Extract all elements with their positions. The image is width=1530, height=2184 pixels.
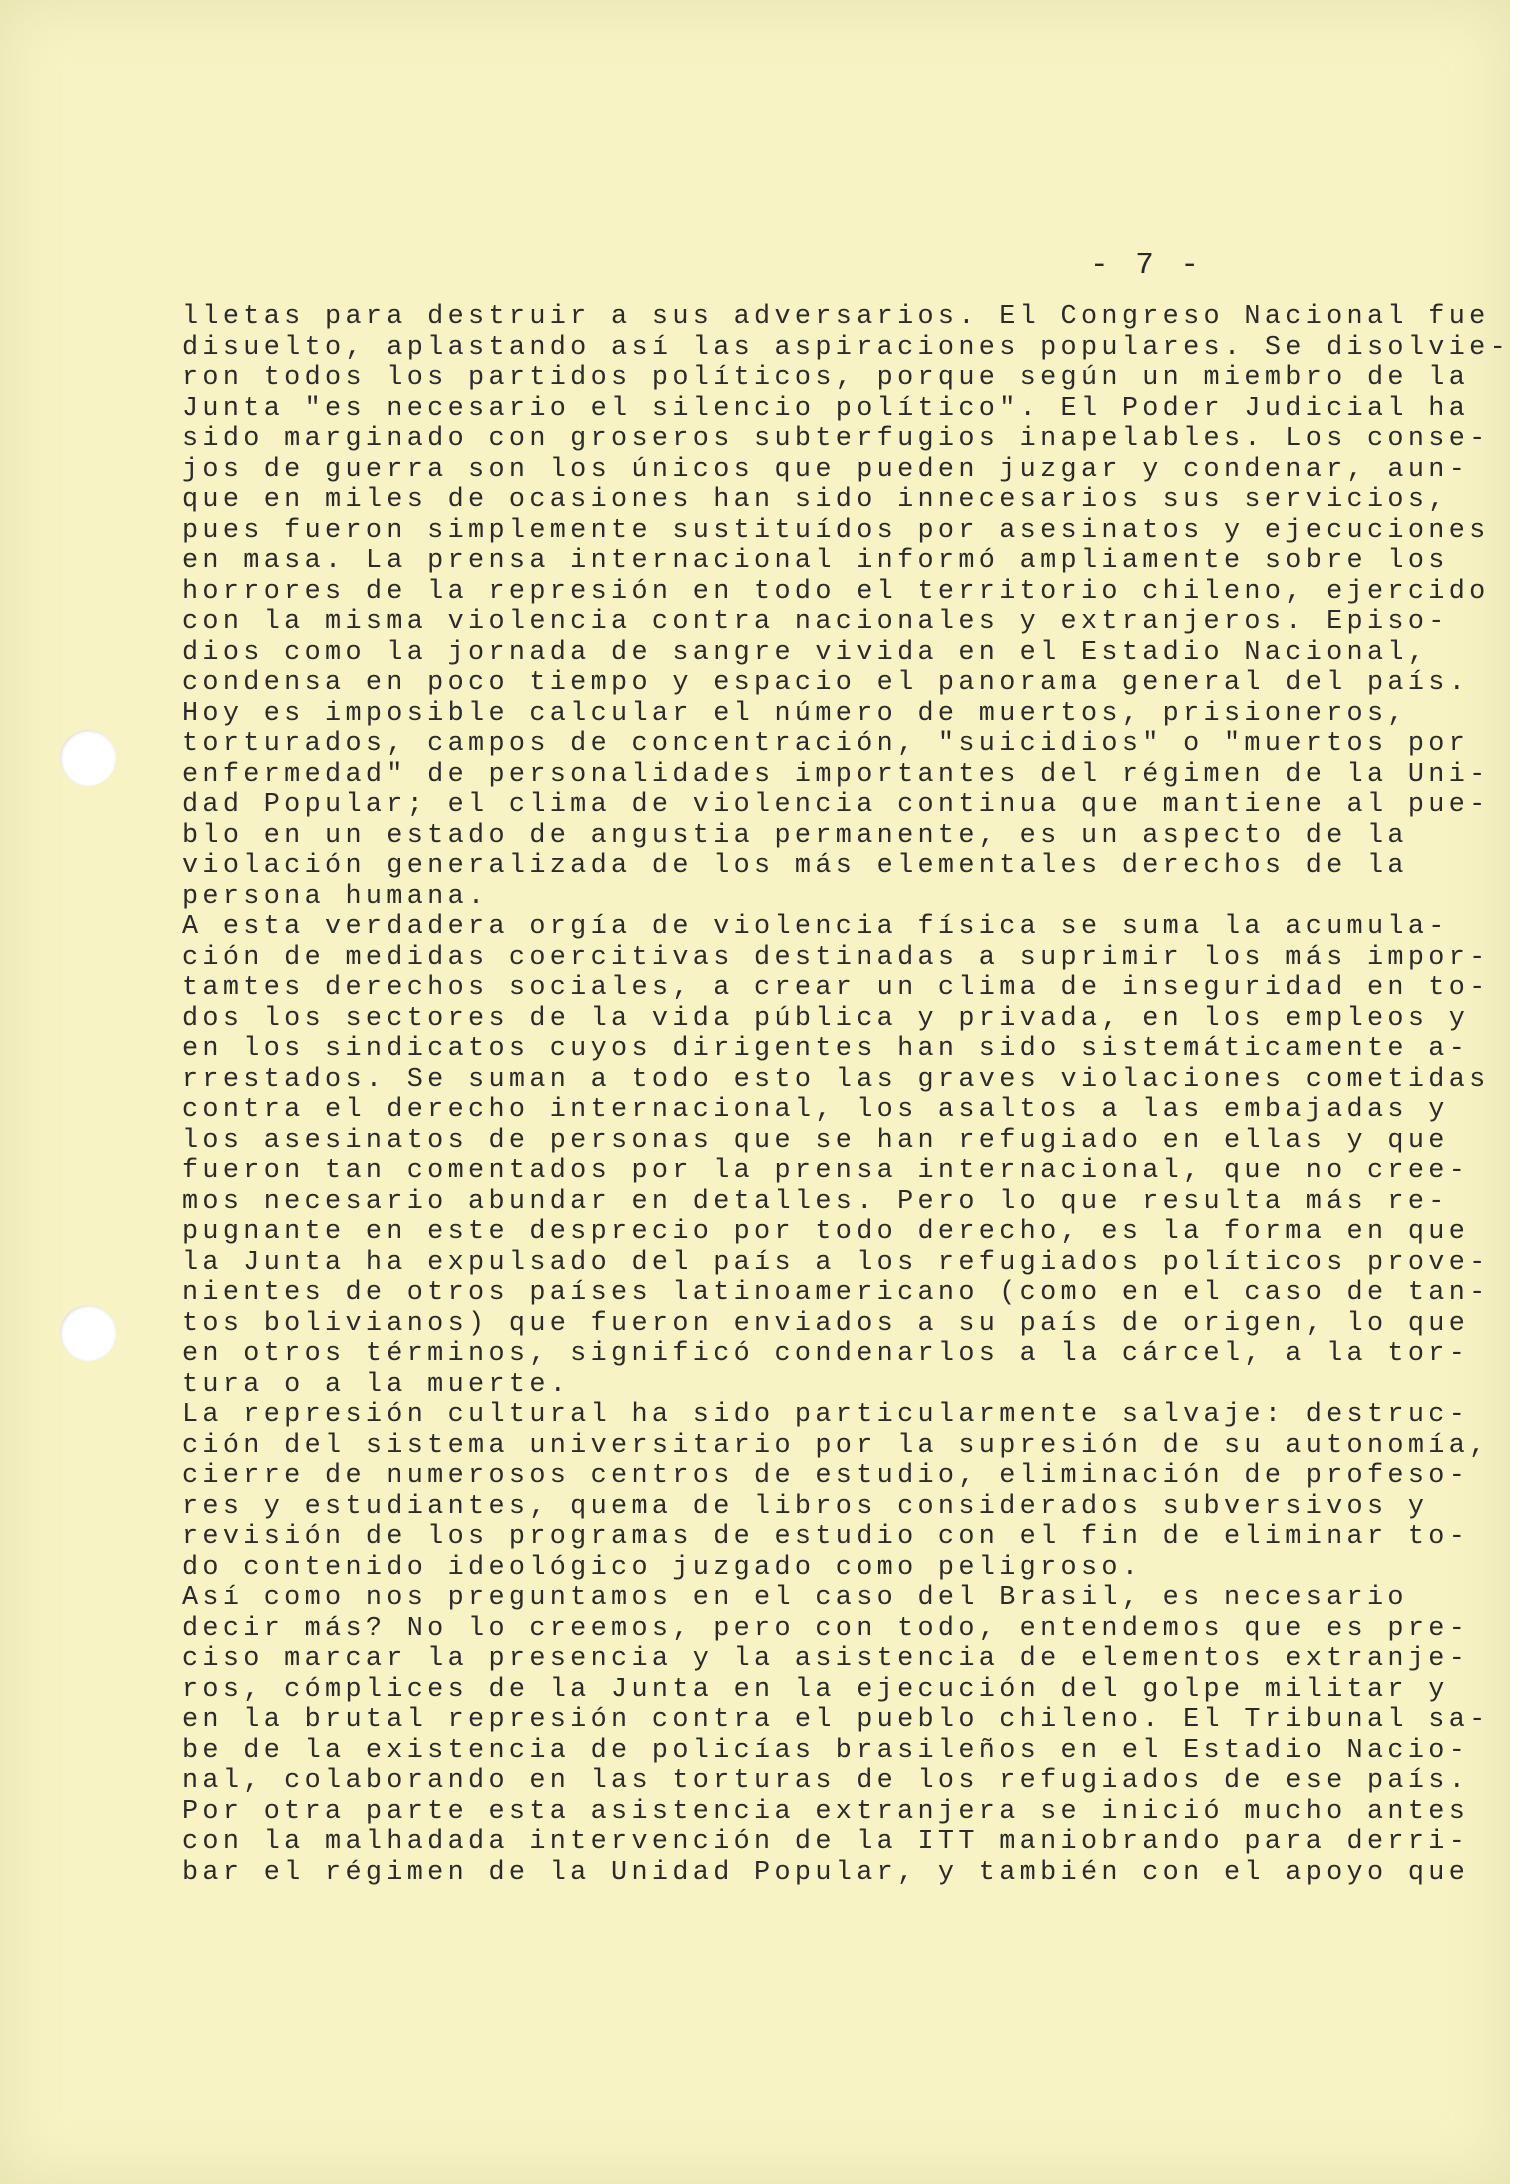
text-line: persona humana. [182,881,489,912]
text-line: condensa en poco tiempo y espacio el panorama general del país. [182,668,1470,698]
text-line: bar el régimen de la Unidad Popular, y también con el apoyo que [182,1857,1470,1888]
text-line: en otros términos, significó condenarlos a la cárcel, a la tor- [182,1339,1470,1369]
text-line: enfermedad" de personalidades importantes del régimen de la Uni- [182,759,1490,790]
text-line: pues fueron simplemente sustituídos por asesinatos y ejecuciones [182,515,1490,546]
text-line: la Junta ha expulsado del país a los refugiados políticos prove- [182,1247,1490,1278]
text-line: nientes de otros países latinoamericano (como en el caso de tan- [182,1278,1490,1308]
text-line: lletas para destruir a sus adversarios. El Congreso Nacional fue [182,302,1490,332]
text-line: en la brutal represión contra el pueblo chileno. El Tribunal sa- [182,1705,1490,1735]
text-line: revisión de los programas de estudio con el fin de eliminar to- [182,1522,1470,1552]
text-line: A esta verdadera orgía de violencia física se suma la acumula- [182,912,1449,942]
text-line: do contenido ideológico juzgado como peligroso. [182,1552,1143,1583]
text-line: ron todos los partidos políticos, porque según un miembro de la [182,363,1470,393]
text-line: ción de medidas coercitivas destinadas a suprimir los más impor- [182,942,1490,973]
text-line: ros, cómplices de la Junta en la ejecución del golpe militar y [182,1674,1449,1705]
text-line: cierre de numerosos centros de estudio, eliminación de profeso- [182,1461,1470,1491]
text-line: dad Popular; el clima de violencia continua que mantiene al pue- [182,790,1490,820]
text-line: decir más? No lo creemos, pero con todo, entendemos que es pre- [182,1613,1470,1644]
text-line: dios como la jornada de sangre vivida en el Estadio Nacional, [182,637,1429,668]
text-line: tos bolivianos) que fueron enviados a su país de origen, lo que [182,1308,1470,1339]
text-line: Junta "es necesario el silencio político". El Poder Judicial ha [182,393,1470,424]
text-line: dos los sectores de la vida pública y privada, en los empleos y [182,1003,1470,1034]
text-line: en los sindicatos cuyos dirigentes han sido sistemáticamente a- [182,1034,1470,1064]
text-line: Por otra parte esta asistencia extranjera se inició mucho antes [182,1796,1470,1827]
text-line: los asesinatos de personas que se han refugiado en ellas y que [182,1125,1449,1156]
text-line: be de la existencia de policías brasileños en el Estadio Nacio- [182,1735,1470,1766]
text-line: mos necesario abundar en detalles. Pero lo que resulta más re- [182,1186,1449,1217]
text-line: fueron tan comentados por la prensa internacional, que no cree- [182,1156,1470,1186]
text-line: que en miles de ocasiones han sido innecesarios sus servicios, [182,485,1449,515]
text-line: ción del sistema universitario por la supresión de su autonomía, [182,1430,1490,1461]
text-line: res y estudiantes, quema de libros considerados subversivos y [182,1491,1429,1522]
text-line: La represión cultural ha sido particularmente salvaje: destruc- [182,1400,1470,1430]
text-line: sido marginado con groseros subterfugios inapelables. Los conse- [182,424,1490,454]
text-line: contra el derecho internacional, los asaltos a las embajadas y [182,1095,1449,1125]
body-text [182,302,1510,1888]
text-line: nal, colaborando en las torturas de los refugiados de ese país. [182,1766,1470,1796]
text-line: Hoy es imposible calcular el número de muertos, prisioneros, [182,698,1408,729]
text-line: jos de guerra son los únicos que pueden juzgar y condenar, aun- [182,454,1470,485]
text-line: blo en un estado de angustia permanente, es un aspecto de la [182,820,1408,851]
text-line: con la malhadada intervención de la ITT maniobrando para derri- [182,1827,1470,1857]
text-line: Así como nos preguntamos en el caso del Brasil, es necesario [182,1583,1408,1613]
text-line: violación generalizada de los más elementales derechos de la [182,851,1408,881]
text-line: con la misma violencia contra nacionales y extranjeros. Episo- [182,607,1449,637]
punch-hole [60,1305,116,1361]
text-line: pugnante en este desprecio por todo derecho, es la forma en que [182,1217,1470,1247]
page-number: - 7 - [1090,248,1204,283]
text-line: tamtes derechos sociales, a crear un clima de inseguridad en to- [182,973,1490,1003]
text-line: ciso marcar la presencia y la asistencia de elementos extranje- [182,1644,1470,1674]
text-line: en masa. La prensa internacional informó ampliamente sobre los [182,546,1449,576]
text-line: horrores de la represión en todo el territorio chileno, ejercido [182,576,1490,607]
text-line: disuelto, aplastando así las aspiraciones populares. Se disolvie- [182,332,1510,363]
text-line: torturados, campos de concentración, "suicidios" o "muertos por [182,729,1470,759]
punch-hole [60,730,116,786]
text-line: rrestados. Se suman a todo esto las graves violaciones cometidas [182,1064,1490,1095]
text-line: tura o a la muerte. [182,1369,571,1400]
